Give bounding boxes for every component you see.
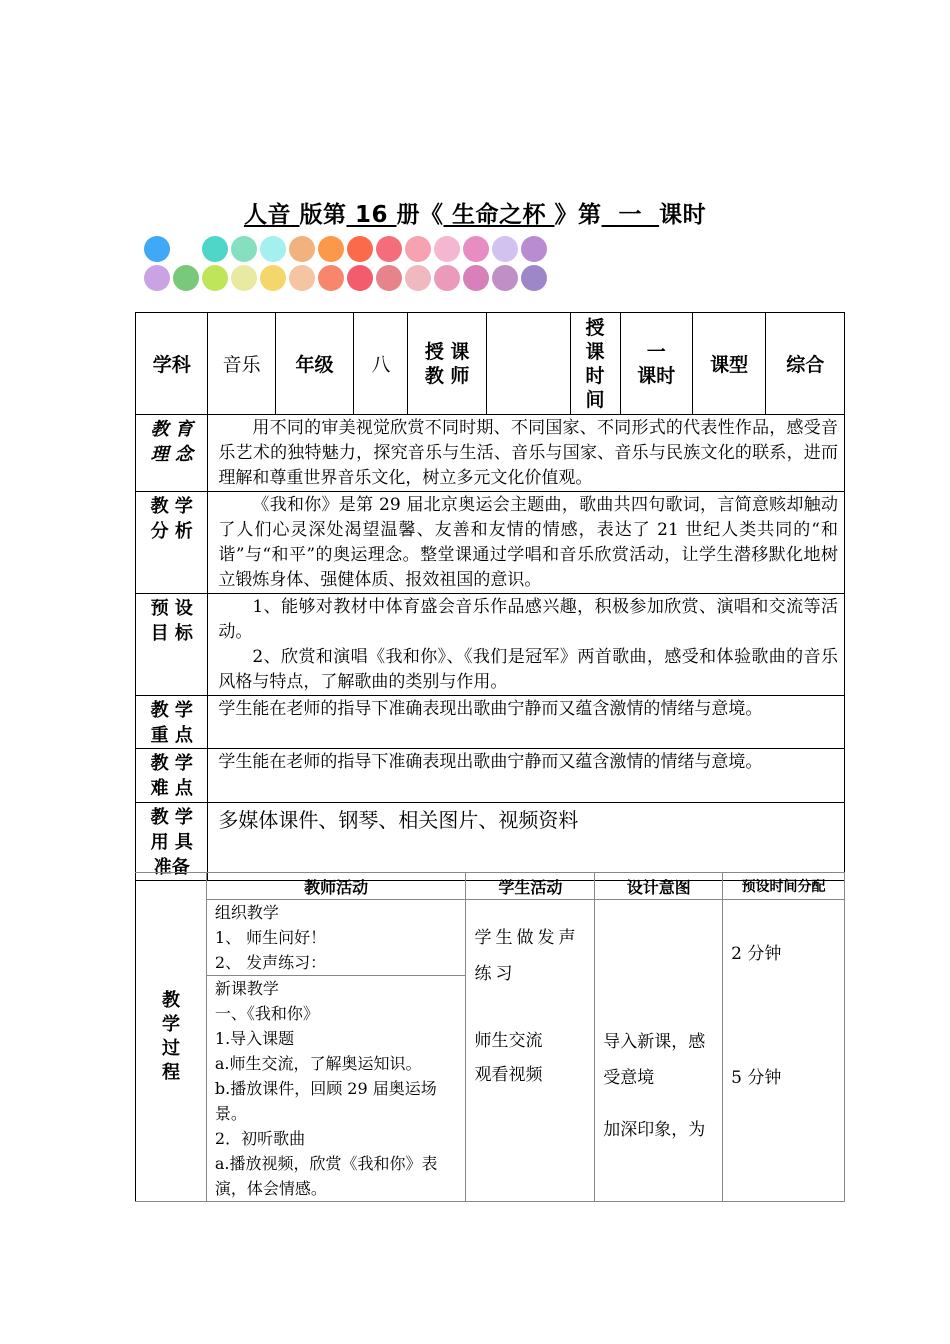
block-line: 2．初听歌曲 <box>214 1129 306 1148</box>
design-intent-cell <box>595 900 723 1202</box>
block-line: 一、《我和你》 <box>214 1004 319 1023</box>
difficulty-row <box>136 749 845 803</box>
subject-label: 学科 <box>136 313 208 415</box>
type-label: 课型 <box>692 313 765 415</box>
time-allocation-1: 2 分钟 <box>731 944 782 964</box>
time-allocation-cell <box>723 900 845 1202</box>
dot-row <box>144 236 564 264</box>
process-label: 教 学 过 程 <box>136 873 207 1202</box>
color-dot <box>347 236 373 262</box>
difficulty-text: 学生能在老师的指导下准确表现出歌曲宁静而又蕴含激情的情绪与意境。 <box>208 749 845 803</box>
design-intent-2: 加深印象，为 <box>603 1120 706 1140</box>
color-dot <box>376 265 402 291</box>
color-dot <box>173 265 199 291</box>
focus-text: 学生能在老师的指导下准确表现出歌曲宁静而又蕴含激情的情绪与意境。 <box>208 696 845 749</box>
color-dot <box>405 236 431 262</box>
color-dot <box>376 236 402 262</box>
title-song: 生命之杯 <box>452 202 547 228</box>
time-value: 一 课时 <box>620 313 692 415</box>
col-design-intent: 设计意图 <box>595 873 723 900</box>
color-dot <box>347 265 373 291</box>
philosophy-row <box>136 415 845 492</box>
color-dot <box>231 265 257 291</box>
title-text-4: 课时 <box>659 202 707 228</box>
color-dot <box>260 265 286 291</box>
teacher-value <box>486 313 570 415</box>
color-dot <box>492 265 518 291</box>
block-line: a.师生交流，了解奥运知识。 <box>214 1054 422 1073</box>
focus-label: 教 学 重 点 <box>136 696 208 749</box>
goals-text <box>208 594 845 696</box>
teacher-block-2 <box>206 976 466 1202</box>
color-dot <box>144 236 170 262</box>
color-dot <box>173 236 199 262</box>
col-teacher-activity: 教师活动 <box>206 873 466 900</box>
time-label: 授 课 时 间 <box>570 313 620 415</box>
type-value: 综合 <box>766 313 845 415</box>
analysis-text: 《我和你》是第 29 届北京奥运会主题曲，歌曲共四句歌词，言简意赅却触动了人们心灵深处渴望温馨、友善和友情的情感，表达了 21 世纪人类共同的“和谐”与“和平”的奥运理念。整堂课通过学唱和音乐欣赏活动，让学生潜移默化地树立锻炼身体、强健体质、报效祖国的意识。 <box>208 492 845 594</box>
block-line: 1、 师生问好！ <box>214 928 327 947</box>
color-dot <box>289 236 315 262</box>
color-dot <box>463 236 489 262</box>
block-line: b.播放课件，回顾 29 届奥运场景。 <box>214 1079 437 1123</box>
block-line: 2、 发声练习： <box>214 953 327 972</box>
teacher-label: 授 课 教 师 <box>408 313 487 415</box>
color-dot <box>521 236 547 262</box>
student-activity-1: 学生做发声练习 <box>474 928 580 984</box>
grade-label: 年级 <box>275 313 354 415</box>
page-title <box>0 196 950 229</box>
block-heading: 组织教学 <box>214 903 279 922</box>
color-dot <box>144 265 170 291</box>
title-text: 版第 <box>299 202 347 228</box>
color-dot <box>202 236 228 262</box>
focus-row <box>136 696 845 749</box>
goals-label: 预 设 目 标 <box>136 594 208 696</box>
decorative-dots <box>144 236 564 294</box>
block-heading: 新课教学 <box>214 979 279 998</box>
title-lesson-number: 一 <box>618 202 643 228</box>
color-dot <box>434 265 460 291</box>
student-activity-3: 观看视频 <box>474 1065 543 1085</box>
col-student-activity: 学生活动 <box>466 873 595 900</box>
color-dot <box>434 236 460 262</box>
block-line: 1.导入课题 <box>214 1029 295 1048</box>
color-dot <box>202 265 228 291</box>
time-allocation-2: 5 分钟 <box>731 1068 782 1088</box>
color-dot <box>318 265 344 291</box>
subject-value: 音乐 <box>208 313 275 415</box>
dot-row <box>144 265 564 293</box>
color-dot <box>405 265 431 291</box>
teaching-process-table <box>135 872 845 1202</box>
header-row <box>136 313 845 415</box>
tools-text: 多媒体课件、钢琴、相关图片、视频资料 <box>208 803 845 881</box>
tools-row <box>136 803 845 881</box>
philosophy-label: 教 育 理 念 <box>136 415 208 492</box>
col-time-allocation: 预设时间分配 <box>723 873 845 900</box>
color-dot <box>463 265 489 291</box>
teacher-block-1 <box>206 900 466 976</box>
color-dot <box>231 236 257 262</box>
title-text-3: 》第 <box>554 202 602 228</box>
goal-2: 2、欣赏和演唱《我和你》、《我们是冠军》两首歌曲，感受和体验歌曲的音乐风格与特点，了解歌曲的类别与作用。 <box>218 647 838 692</box>
process-row <box>136 900 845 976</box>
goal-1: 1、能够对教材中体育盛会音乐作品感兴趣，积极参加欣赏、演唱和交流等活动。 <box>218 597 838 642</box>
block-line: a.播放视频，欣赏《我和你》表演，体会情感。 <box>214 1154 438 1198</box>
analysis-row <box>136 492 845 594</box>
process-header-row <box>136 873 845 900</box>
color-dot <box>260 236 286 262</box>
lesson-info-table <box>135 312 845 881</box>
color-dot <box>492 236 518 262</box>
student-activity-2: 师生交流 <box>474 1031 543 1051</box>
color-dot <box>289 265 315 291</box>
design-intent-1: 导入新课，感受意境 <box>603 1032 706 1088</box>
title-publisher: 人音 <box>243 202 291 228</box>
analysis-label: 教 学 分 析 <box>136 492 208 594</box>
philosophy-text: 用不同的审美视觉欣赏不同时期、不同国家、不同形式的代表性作品，感受音乐艺术的独特魅力，探究音乐与生活、音乐与国家、音乐与民族文化的联系，进而理解和尊重世界音乐文化，树立多元文化价值观。 <box>208 415 845 492</box>
tools-label: 教 学 用 具 准备 <box>136 803 208 881</box>
color-dot <box>521 265 547 291</box>
difficulty-label: 教 学 难 点 <box>136 749 208 803</box>
student-activity-cell <box>466 900 595 1202</box>
title-volume: 16 <box>354 202 388 228</box>
goals-row <box>136 594 845 696</box>
title-text-2: 册《 <box>396 202 444 228</box>
color-dot <box>318 236 344 262</box>
grade-value: 八 <box>354 313 408 415</box>
